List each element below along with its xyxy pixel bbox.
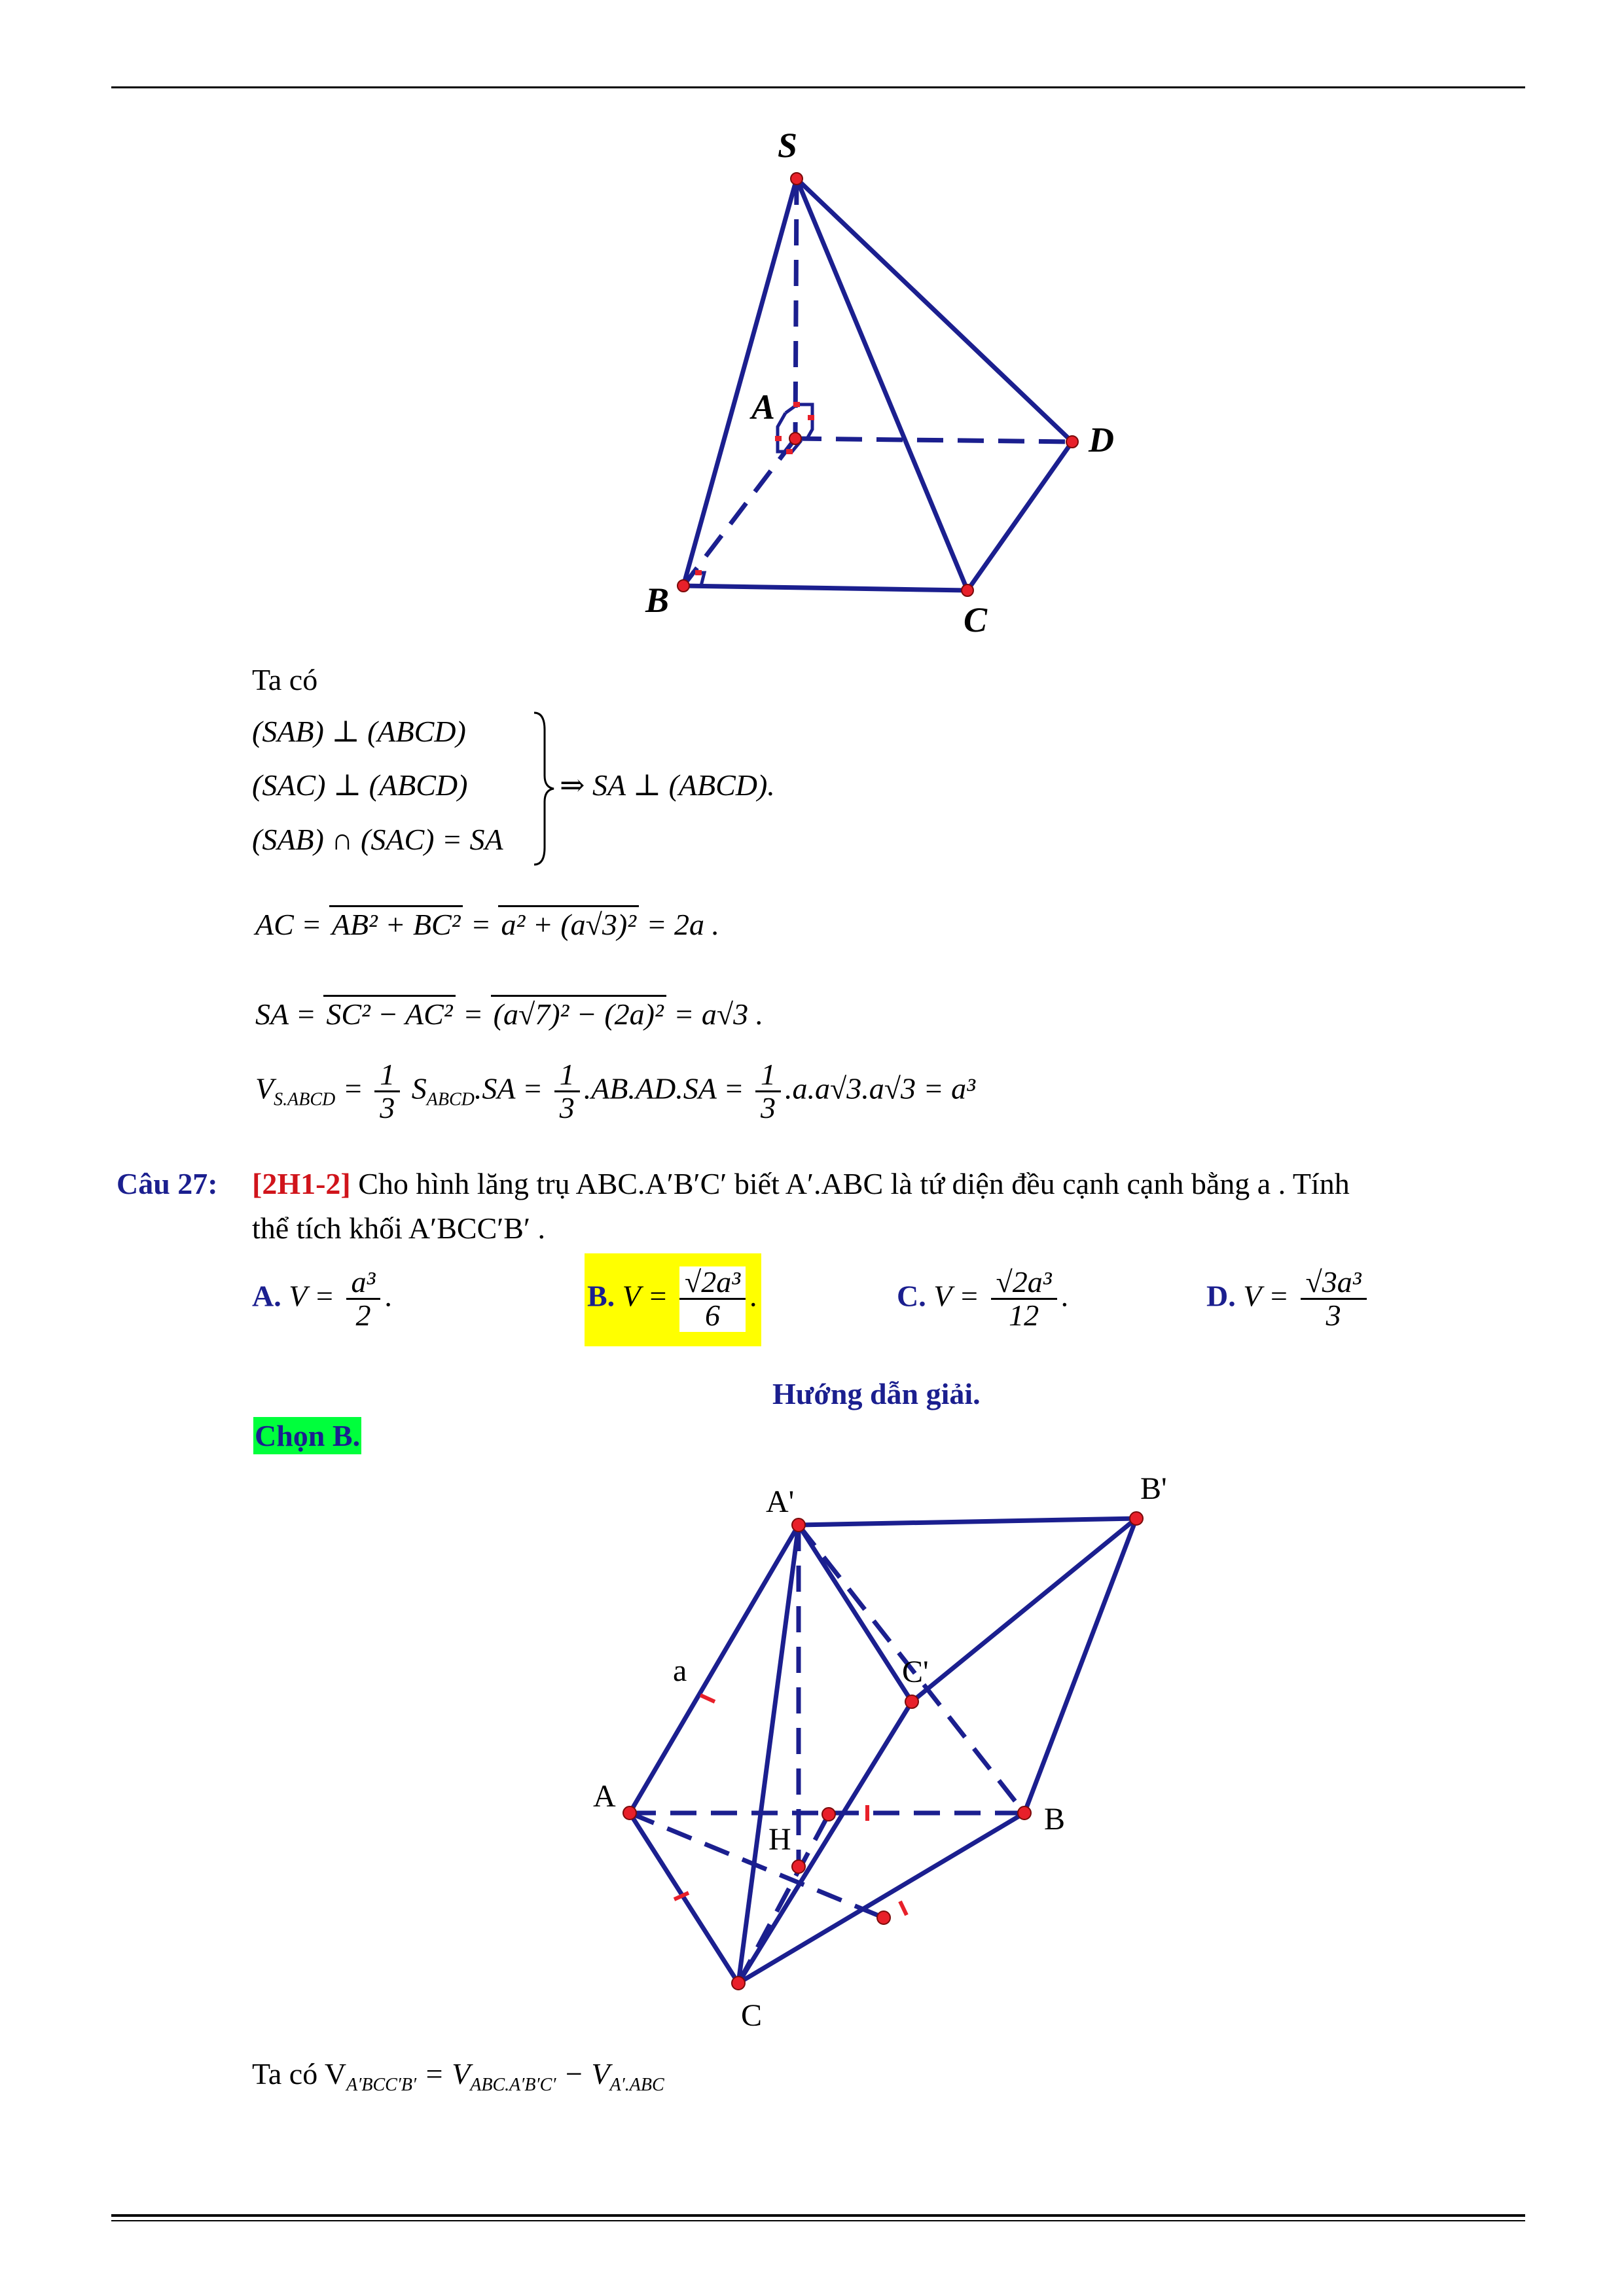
edge-AD: [795, 439, 1072, 442]
ac-rhs: = 2a .: [646, 908, 720, 941]
label-A1: A': [766, 1484, 795, 1519]
label-a: a: [673, 1653, 687, 1688]
v-frac-3: $\frac{1}{3}$: [755, 1059, 781, 1124]
sa-lhs: SA =: [255, 997, 324, 1031]
point-B1: [1130, 1512, 1143, 1525]
ac-eq: =: [470, 908, 499, 941]
point-A1: [792, 1518, 805, 1532]
edge-A1B1: [799, 1518, 1136, 1525]
edge-A1C1: [799, 1525, 912, 1702]
point-mid-BC: [877, 1911, 890, 1924]
label-C: C: [741, 1998, 763, 2033]
pyramid-figure: [622, 124, 1146, 648]
v-sa: .SA: [474, 1071, 515, 1105]
option-c: C. V = $\frac{\text{√2a³}}{12}$ .: [897, 1265, 1069, 1333]
sa-radical-1: SC² − AC²: [323, 995, 455, 1031]
edge-BC: [683, 586, 967, 590]
sa-eq: =: [463, 997, 491, 1031]
ac-equation: [255, 905, 719, 942]
solution1-intro: Ta có: [252, 663, 318, 696]
point-C: [732, 1977, 745, 1990]
label-C1: C': [902, 1655, 929, 1689]
edge-SA: [795, 179, 797, 439]
point-D: [1066, 436, 1078, 448]
label-A: A: [593, 1779, 616, 1814]
volume-equation: [255, 1059, 975, 1124]
point-mid-AB: [822, 1808, 835, 1821]
question-text-line2: thể tích khối A′BCC′B′ .: [252, 1211, 546, 1245]
v-frac-2: $\frac{1}{3}$: [554, 1059, 580, 1124]
option-d: D. V = $\frac{\text{√3a³}}{3}$: [1206, 1266, 1371, 1332]
point-B: [1018, 1806, 1031, 1820]
question-code: [2H1-2]: [252, 1167, 351, 1200]
edge-A1C: [738, 1525, 799, 1983]
v-part2: .AB.AD.SA =: [583, 1071, 752, 1105]
v-lhs: V: [255, 1071, 274, 1105]
label-S: S: [778, 126, 798, 165]
v-sub: S.ABCD: [274, 1089, 336, 1110]
point-B: [677, 580, 689, 592]
ac-radical-2: a² + (a√3)²: [498, 905, 639, 942]
question-number: Câu 27:: [117, 1167, 218, 1200]
option-a: A. V = $\frac{\text{a³}}{2}$ .: [252, 1265, 392, 1333]
equal-ticks: [674, 1695, 907, 1915]
v-frac-1: $\frac{1}{3}$: [374, 1059, 400, 1124]
solution2-line: Ta có $V_{A'BCC'B'} = V_{ABC.A'B'C'} - V_{A'.ABC}$: [252, 2057, 664, 2096]
point-H: [792, 1860, 805, 1873]
right-brace: [532, 710, 558, 867]
ac-lhs: AC =: [255, 908, 329, 941]
system-line-1: (SAB) ⊥ (ABCD): [252, 715, 466, 748]
system-line-2: (SAC) ⊥ (ABCD): [252, 768, 468, 802]
v-eq2: =: [522, 1071, 550, 1105]
edge-CD: [967, 442, 1072, 590]
v-eq1: =: [342, 1071, 371, 1105]
point-S: [791, 173, 803, 185]
sa-equation: [255, 995, 763, 1031]
ac-radical-1: AB² + BC²: [329, 905, 463, 942]
v-s-sub: ABCD: [426, 1089, 475, 1110]
question-text: Cho hình lăng trụ ABC.A′B′C′ biết A′.ABC là tứ diện đều cạnh cạnh bằng a . Tính: [358, 1167, 1350, 1200]
option-b: B. V = $\frac{\text{√2a³}}{6}$ .: [585, 1253, 761, 1346]
label-B: B: [1044, 1802, 1066, 1837]
edge-AC: [630, 1813, 738, 1983]
point-C1: [905, 1695, 918, 1708]
system-conclusion: ⇒ SA ⊥ (ABCD).: [560, 768, 775, 802]
system-line-3: (SAB) ∩ (SAC) = SA: [252, 823, 503, 856]
edge-A1A: [630, 1525, 799, 1813]
point-C: [962, 584, 973, 596]
sa-radical-2: (a√7)² − (2a)²: [491, 995, 666, 1031]
sa-rhs: = a√3 .: [674, 997, 764, 1031]
edge-C1C: [738, 1702, 912, 1983]
label-B1: B': [1140, 1471, 1167, 1506]
v-part3: .a.a√3.a√3 = a³: [785, 1071, 975, 1105]
edge-SD: [797, 179, 1072, 442]
label-C: C: [964, 600, 988, 639]
answer-choice: Chọn B.: [253, 1417, 361, 1454]
point-A: [789, 433, 801, 444]
guide-title: Hướng dẫn giải.: [772, 1377, 981, 1410]
label-H: H: [768, 1822, 791, 1857]
prism-figure: [569, 1466, 1198, 2055]
edge-AB: [683, 439, 795, 586]
v-s: S: [411, 1071, 427, 1105]
question-text-line1: [252, 1166, 1525, 1201]
edge-SC: [797, 179, 967, 590]
point-A: [623, 1806, 636, 1820]
label-A: A: [751, 387, 776, 427]
label-D: D: [1089, 420, 1114, 459]
header-rule: [111, 86, 1525, 88]
edge-SB: [683, 179, 797, 586]
label-B: B: [645, 581, 670, 620]
footer-rule-top: [111, 2214, 1525, 2217]
footer-rule-bottom: [111, 2220, 1525, 2221]
